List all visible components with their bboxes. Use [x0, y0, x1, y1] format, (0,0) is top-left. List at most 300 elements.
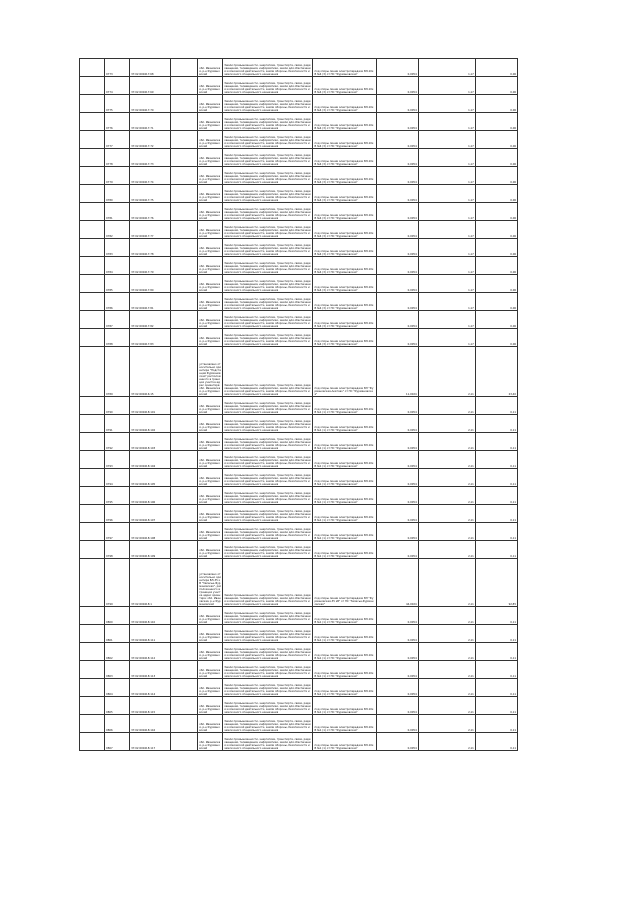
cell-permitted-use: под опоры линии электропередачи ВЛ-10кВ №4 (3) от ПС "Фурмановская" — [313, 95, 376, 113]
cell-amount: 0,06 — [475, 221, 517, 239]
cell-area: 0,0054 — [376, 77, 418, 95]
cell-blank — [171, 221, 198, 239]
cell-permitted-use: под опоры линии электропередачи ВЛ-10кВ №4 (3) от ПС "Фурмановская" — [313, 77, 376, 95]
cell-blank — [171, 275, 198, 293]
cell-blank — [80, 607, 105, 625]
cell-permitted-use: под опоры линии электропередачи ВЛ-10кВ №4 (3) от ПС "Фурмановская" — [313, 59, 376, 77]
cell-cadastral-number: 37:02:000416:15 — [130, 347, 171, 397]
cell-amount: 0,06 — [475, 311, 517, 329]
cell-blank — [80, 487, 105, 505]
cell-area: 0,0054 — [376, 451, 418, 469]
table-row — [80, 661, 518, 679]
cell-rate: 2,11 — [418, 661, 475, 679]
cell-permitted-use: под опоры линии электропередачи ВЛ-10кВ №4 (3) от ПС "Фурмановская" — [313, 275, 376, 293]
cell-area: 0,0054 — [376, 397, 418, 415]
cell-rate: 2,11 — [418, 347, 475, 397]
cell-blank — [80, 167, 105, 185]
cell-address: обл. Ивановская, р-н Фурмановский — [198, 239, 223, 257]
cell-rate: 1,17 — [418, 185, 475, 203]
table-row — [80, 275, 518, 293]
cell-permitted-use: под опоры линии электропередачи ВЛ-10кВ №1 (1) от ПС "Фурмановская" — [313, 733, 376, 751]
cell-row-number: 9783 — [105, 239, 130, 257]
cell-land-category: Земли промышленности, энергетики, транспорта, связи, радиовещания, телевидения, информатики, земли для обеспечения космической деятельности, земли обороны, безопасности и земли иного специального назначения — [223, 239, 313, 257]
cell-permitted-use: под опоры линии электропередачи ВЛ-10кВ №1 (1) от ПС "Фурмановская" — [313, 469, 376, 487]
cell-permitted-use: под опоры линии электропередачи ВЛ-10кВ №1 (1) от ПС "Фурмановская" — [313, 607, 376, 625]
table-row — [80, 59, 518, 77]
cell-land-category: Земли промышленности, энергетики, транспорта, связи, радиовещания, телевидения, информатики, земли для обеспечения космической деятельности, земли обороны, безопасности и земли иного специального назначения — [223, 697, 313, 715]
cell-row-number: 9791 — [105, 415, 130, 433]
cell-area: 0,0054 — [376, 679, 418, 697]
cell-land-category: Земли промышленности, энергетики, транспорта, связи, радиовещания, телевидения, информатики, земли для обеспечения космической деятельности, земли обороны, безопасности и земли иного специального назначения — [223, 131, 313, 149]
cell-amount: 0,11 — [475, 541, 517, 559]
cell-land-category: Земли промышленности, энергетики, транспорта, связи, радиовещания, телевидения, информатики, земли для обеспечения космической деятельности, земли обороны, безопасности и земли иного специального назначения — [223, 59, 313, 77]
cell-rate: 1,17 — [418, 257, 475, 275]
cell-amount: 0,11 — [475, 433, 517, 451]
cell-amount: 0,06 — [475, 203, 517, 221]
cell-area: 0,0054 — [376, 239, 418, 257]
cell-cadastral-number: 37:02:000418:105 — [130, 469, 171, 487]
cell-row-number: 9782 — [105, 221, 130, 239]
cell-blank — [171, 203, 198, 221]
cell-permitted-use: под опоры линии электропередачи ВЛ-10кВ №1 (1) от ПС "Фурмановская" — [313, 541, 376, 559]
cell-blank — [171, 643, 198, 661]
cell-land-category: Земли промышленности, энергетики, транспорта, связи, радиовещания, телевидения, информатики, земли для обеспечения космической деятельности, земли обороны, безопасности и земли иного специального назначения — [223, 715, 313, 733]
cell-cadastral-number: 37:02:000418:117 — [130, 733, 171, 751]
table-row — [80, 607, 518, 625]
cell-address: обл. Ивановская, р-н Фурмановский — [198, 59, 223, 77]
cell-address: обл. Ивановская, р-н Фурмановский — [198, 275, 223, 293]
cell-cadastral-number: 37:02:000417:82 — [130, 311, 171, 329]
cell-amount: 0,11 — [475, 415, 517, 433]
cell-permitted-use: под опоры линии электропередачи ВЛ-10кВ №1 (1) от ПС "Фурмановская" — [313, 661, 376, 679]
cell-row-number: 9777 — [105, 131, 130, 149]
cell-row-number: 9778 — [105, 149, 130, 167]
cell-address: обл. Ивановская, р-н Фурмановский — [198, 523, 223, 541]
cell-blank — [80, 625, 105, 643]
cell-blank — [80, 347, 105, 397]
cell-address: обл. Ивановская, р-н Фурмановский — [198, 293, 223, 311]
cell-land-category: Земли промышленности, энергетики, транспорта, связи, радиовещания, телевидения, информатики, земли для обеспечения космической деятельности, земли обороны, безопасности и земли иного специального назначения — [223, 661, 313, 679]
cell-cadastral-number: 37:02:000418:116 — [130, 715, 171, 733]
cell-amount: 0,11 — [475, 469, 517, 487]
cell-row-number: 9786 — [105, 293, 130, 311]
cell-rate: 2,11 — [418, 643, 475, 661]
cell-rate: 2,11 — [418, 733, 475, 751]
cell-rate: 1,17 — [418, 293, 475, 311]
cell-rate: 2,11 — [418, 415, 475, 433]
cell-amount: 0,11 — [475, 661, 517, 679]
cell-cadastral-number: 37:02:000417:70 — [130, 95, 171, 113]
cell-area: 0,0054 — [376, 487, 418, 505]
cell-area: 0,0054 — [376, 203, 418, 221]
cell-address: обл. Ивановская, р-н Фурмановский — [198, 697, 223, 715]
cell-cadastral-number: 37:02:000418:114 — [130, 679, 171, 697]
cell-amount: 0,11 — [475, 697, 517, 715]
table-row — [80, 469, 518, 487]
cell-land-category: Земли промышленности, энергетики, транспорта, связи, радиовещания, телевидения, информатики, земли для обеспечения космической деятельности, земли обороны, безопасности и земли иного специального назначения — [223, 487, 313, 505]
cell-blank — [171, 131, 198, 149]
cell-amount: 0,06 — [475, 239, 517, 257]
cell-blank — [80, 679, 105, 697]
land-plots-table — [79, 58, 518, 751]
cell-blank — [171, 239, 198, 257]
cell-permitted-use: под опоры линии электропередачи ВЛ-10кВ №4 (3) от ПС "Фурмановская" — [313, 203, 376, 221]
cell-row-number: 9803 — [105, 661, 130, 679]
cell-rate: 1,17 — [418, 275, 475, 293]
cell-row-number: 9787 — [105, 311, 130, 329]
cell-area: 0,0054 — [376, 275, 418, 293]
cell-permitted-use: под опоры линии электропередачи ВЛ-10кВ №1 (1) от ПС "Фурмановская" — [313, 451, 376, 469]
cell-blank — [171, 487, 198, 505]
table-body — [80, 59, 518, 751]
cell-cadastral-number: 37:02:000417:71 — [130, 113, 171, 131]
table-row — [80, 167, 518, 185]
cell-address: обл. Ивановская, р-н Фурмановский — [198, 131, 223, 149]
cell-rate: 2,11 — [418, 523, 475, 541]
cell-blank — [80, 559, 105, 607]
cell-amount: 0,11 — [475, 487, 517, 505]
cell-land-category: Земли промышленности, энергетики, транспорта, связи, радиовещания, телевидения, информатики, земли для обеспечения космической деятельности, земли обороны, безопасности и земли иного специального назначения — [223, 149, 313, 167]
cell-cadastral-number: 37:02:000417:79 — [130, 257, 171, 275]
cell-row-number: 9793 — [105, 451, 130, 469]
cell-address: обл. Ивановская, р-н Фурмановский — [198, 149, 223, 167]
cell-land-category: Земли промышленности, энергетики, транспорта, связи, радиовещания, телевидения, информатики, земли для обеспечения космической деятельности, земли обороны, безопасности и земли иного специального назначения — [223, 679, 313, 697]
cell-rate: 2,11 — [418, 541, 475, 559]
cell-blank — [80, 697, 105, 715]
table-row — [80, 415, 518, 433]
cell-blank — [171, 625, 198, 643]
cell-address: обл. Ивановская, р-н Фурмановский — [198, 203, 223, 221]
cell-permitted-use: под опоры линии электропередачи ВЛ-10кВ №4 (3) от ПС "Фурмановская" — [313, 185, 376, 203]
cell-rate: 1,17 — [418, 95, 475, 113]
cell-cadastral-number: 37:02:000418:107 — [130, 505, 171, 523]
cell-area: 0,0054 — [376, 311, 418, 329]
cell-amount: 0,11 — [475, 679, 517, 697]
cell-row-number: 9784 — [105, 257, 130, 275]
cell-address: обл. Ивановская, р-н Фурмановский — [198, 95, 223, 113]
cell-blank — [80, 505, 105, 523]
cell-blank — [171, 185, 198, 203]
cell-permitted-use: под опоры линии электропередачи ВЛ-10кВ №4 (3) от ПС "Фурмановская" — [313, 293, 376, 311]
cell-address: обл. Ивановская, р-н Фурмановский — [198, 185, 223, 203]
cell-amount: 0,06 — [475, 167, 517, 185]
cell-blank — [80, 203, 105, 221]
cell-permitted-use: под опоры линии электропередачи ВЛ-10кВ №4 (3) от ПС "Фурмановская" — [313, 113, 376, 131]
cell-address: обл. Ивановская, р-н Фурмановский — [198, 257, 223, 275]
cell-cadastral-number: 37:02:000417:80 — [130, 275, 171, 293]
cell-blank — [80, 469, 105, 487]
cell-land-category: Земли промышленности, энергетики, транспорта, связи, радиовещания, телевидения, информатики, земли для обеспечения космической деятельности, земли обороны, безопасности и земли иного специального назначения — [223, 433, 313, 451]
cell-rate: 2,11 — [418, 505, 475, 523]
cell-amount: 0,06 — [475, 329, 517, 347]
cell-rate: 2,11 — [418, 715, 475, 733]
cell-permitted-use: под опоры линии электропередачи ВЛ-10кВ №4 (3) от ПС "Фурмановская" — [313, 311, 376, 329]
table-row — [80, 95, 518, 113]
cell-cadastral-number: 37:02:000417:78 — [130, 239, 171, 257]
cell-area: 0,0054 — [376, 643, 418, 661]
cell-rate: 2,11 — [418, 679, 475, 697]
cell-blank — [171, 469, 198, 487]
cell-row-number: 9807 — [105, 733, 130, 751]
cell-rate: 2,11 — [418, 433, 475, 451]
cell-cadastral-number: 37:02:000417:76 — [130, 203, 171, 221]
table-row — [80, 559, 518, 607]
cell-land-category: Земли промышленности, энергетики, транспорта, связи, радиовещания, телевидения, информатики, земли для обеспечения космической деятельности, земли обороны, безопасности и земли иного специального назначения — [223, 221, 313, 239]
cell-blank — [171, 697, 198, 715]
table-row — [80, 203, 518, 221]
table-row — [80, 487, 518, 505]
cell-row-number: 9792 — [105, 433, 130, 451]
table-row — [80, 131, 518, 149]
cell-permitted-use: под опоры линии электропередачи ВЛ-10кВ №4 (3) от ПС "Фурмановская" — [313, 131, 376, 149]
cell-cadastral-number: 37:02:000418:110 — [130, 607, 171, 625]
cell-address: обл. Ивановская, р-н Фурмановский — [198, 607, 223, 625]
table-row — [80, 185, 518, 203]
table-row — [80, 77, 518, 95]
cell-cadastral-number: 37:02:000417:72 — [130, 131, 171, 149]
cell-area: 0,0054 — [376, 469, 418, 487]
cell-land-category: Земли промышленности, энергетики, транспорта, связи, радиовещания, телевидения, информатики, земли для обеспечения космической деятельности, земли обороны, безопасности и земли иного специального назначения — [223, 397, 313, 415]
table-row — [80, 679, 518, 697]
cell-rate: 1,17 — [418, 329, 475, 347]
cell-rate: 1,17 — [418, 311, 475, 329]
cell-blank — [80, 239, 105, 257]
cell-land-category: Земли промышленности, энергетики, транспорта, связи, радиовещания, телевидения, информатики, земли для обеспечения космической деятельности, земли обороны, безопасности и земли иного специального назначения — [223, 733, 313, 751]
cell-row-number: 9774 — [105, 77, 130, 95]
cell-blank — [80, 311, 105, 329]
cell-permitted-use: под опоры линии электропередачи ВЛ-10кВ №1 (1) от ПС "Фурмановская" — [313, 433, 376, 451]
cell-rate: 2,11 — [418, 451, 475, 469]
cell-area: 0,0054 — [376, 95, 418, 113]
cell-permitted-use: под опоры линии электропередачи ВЛ-10кВ №1 (1) от ПС "Фурмановская" — [313, 643, 376, 661]
cell-rate: 1,17 — [418, 203, 475, 221]
cell-address: обл. Ивановская, р-н Фурмановский — [198, 113, 223, 131]
cell-land-category: Земли промышленности, энергетики, транспорта, связи, радиовещания, телевидения, информатики, земли для обеспечения космической деятельности, земли обороны, безопасности и земли иного специального назначения — [223, 469, 313, 487]
cell-land-category: Земли промышленности, энергетики, транспорта, связи, радиовещания, телевидения, информатики, земли для обеспечения космической деятельности, земли обороны, безопасности и земли иного специального назначения — [223, 643, 313, 661]
table-row — [80, 311, 518, 329]
cell-permitted-use: под опоры линии электропередачи ВЛ-10кВ №4 (3) от ПС "Фурмановская" — [313, 257, 376, 275]
cell-row-number: 9802 — [105, 643, 130, 661]
cell-row-number: 9805 — [105, 697, 130, 715]
cell-blank — [80, 113, 105, 131]
table-row — [80, 541, 518, 559]
cell-amount: 0,06 — [475, 77, 517, 95]
cell-amount: 0,06 — [475, 113, 517, 131]
cell-permitted-use: под опоры линии электропередачи ВЛ-10кВ №1 (1) от ПС "Фурмановская" — [313, 415, 376, 433]
cell-address: обл. Ивановская, р-н Фурмановский — [198, 487, 223, 505]
cell-cadastral-number: 37:02:000417:74 — [130, 167, 171, 185]
cell-address: обл. Ивановская, р-н Фурмановский — [198, 505, 223, 523]
cell-amount: 0,06 — [475, 257, 517, 275]
cell-land-category: Земли промышленности, энергетики, транспорта, связи, радиовещания, телевидения, информатики, земли для обеспечения космической деятельности, земли обороны, безопасности и земли иного специального назначения — [223, 275, 313, 293]
cell-area: 0,0054 — [376, 257, 418, 275]
cell-permitted-use: под опоры линии электропередачи ВЛ-10кВ №1 (1) от ПС "Фурмановская" — [313, 505, 376, 523]
cell-amount: 0,11 — [475, 733, 517, 751]
cell-cadastral-number: 37:02:000418:101 — [130, 397, 171, 415]
cell-rate: 2,11 — [418, 559, 475, 607]
cell-area: 0,0054 — [376, 733, 418, 751]
cell-amount: 0,11 — [475, 607, 517, 625]
cell-land-category: Земли промышленности, энергетики, транспорта, связи, радиовещания, телевидения, информатики, земли для обеспечения космической деятельности, земли обороны, безопасности и земли иного специального назначения — [223, 311, 313, 329]
cell-row-number: 9801 — [105, 625, 130, 643]
cell-land-category: Земли промышленности, энергетики, транспорта, связи, радиовещания, телевидения, информатики, земли для обеспечения космической деятельности, земли обороны, безопасности и земли иного специального назначения — [223, 203, 313, 221]
table-row — [80, 643, 518, 661]
cell-area: 11,0024 — [376, 347, 418, 397]
cell-cadastral-number: 37:02:000417:73 — [130, 149, 171, 167]
cell-row-number: 9804 — [105, 679, 130, 697]
cell-amount: 92,85 — [475, 559, 517, 607]
cell-permitted-use: под опоры линии электропередачи ВЛ "Фурмановская-Акатово" от ПС "Фурмановская" — [313, 347, 376, 397]
cell-cadastral-number: 37:02:000417:69 — [130, 77, 171, 95]
table-row — [80, 397, 518, 415]
cell-row-number: 9789 — [105, 347, 130, 397]
cell-rate: 2,11 — [418, 397, 475, 415]
cell-address: обл. Ивановская, р-н Фурмановский — [198, 415, 223, 433]
cell-address: обл. Ивановская, р-н Фурмановский — [198, 625, 223, 643]
cell-blank — [171, 715, 198, 733]
cell-amount: 0,11 — [475, 451, 517, 469]
cell-rate: 1,17 — [418, 239, 475, 257]
cell-cadastral-number: 37:02:000418:111 — [130, 625, 171, 643]
cell-blank — [80, 661, 105, 679]
cell-rate: 1,17 — [418, 77, 475, 95]
cell-land-category: Земли промышленности, энергетики, транспорта, связи, радиовещания, телевидения, информатики, земли для обеспечения космической деятельности, земли обороны, безопасности и земли иного специального назначения — [223, 347, 313, 397]
cell-address: обл. Ивановская, р-н Фурмановский — [198, 311, 223, 329]
cell-land-category: Земли промышленности, энергетики, транспорта, связи, радиовещания, телевидения, информатики, земли для обеспечения космической деятельности, земли обороны, безопасности и земли иного специального назначения — [223, 95, 313, 113]
cell-area: 0,0054 — [376, 505, 418, 523]
cell-area: 44,0024 — [376, 559, 418, 607]
cell-land-category: Земли промышленности, энергетики, транспорта, связи, радиовещания, телевидения, информатики, земли для обеспечения космической деятельности, земли обороны, безопасности и земли иного специального назначения — [223, 293, 313, 311]
cell-area: 0,0054 — [376, 293, 418, 311]
table-row — [80, 625, 518, 643]
cell-blank — [80, 715, 105, 733]
cell-rate: 2,11 — [418, 625, 475, 643]
cell-permitted-use: под опоры линии электропередачи ВЛ "Фурмановская-35 кВ" от ПС "Залесье-Фурмановская" — [313, 559, 376, 607]
cell-land-category: Земли промышленности, энергетики, транспорта, связи, радиовещания, телевидения, информатики, земли для обеспечения космической деятельности, земли обороны, безопасности и земли иного специального назначения — [223, 559, 313, 607]
cell-rate: 1,17 — [418, 113, 475, 131]
cell-permitted-use: под опоры линии электропередачи ВЛ-10кВ №1 (1) от ПС "Фурмановская" — [313, 523, 376, 541]
cell-address: установлено относительно ориентира "Подстанция Фурмановская" расположенного в границах участка адрес ориентира: обл. Ивановская, р-н Фурмановский — [198, 347, 223, 397]
cell-address: обл. Ивановская, р-н Фурмановский — [198, 77, 223, 95]
cell-blank — [80, 643, 105, 661]
cell-blank — [171, 113, 198, 131]
cell-blank — [171, 397, 198, 415]
cell-cadastral-number: 37:02:000417:77 — [130, 221, 171, 239]
cell-blank — [80, 59, 105, 77]
cell-blank — [171, 505, 198, 523]
cell-permitted-use: под опоры линии электропередачи ВЛ-10кВ №4 (3) от ПС "Фурмановская" — [313, 221, 376, 239]
cell-land-category: Земли промышленности, энергетики, транспорта, связи, радиовещания, телевидения, информатики, земли для обеспечения космической деятельности, земли обороны, безопасности и земли иного специального назначения — [223, 541, 313, 559]
cell-area: 0,0054 — [376, 661, 418, 679]
table-row — [80, 149, 518, 167]
cell-area: 0,0054 — [376, 625, 418, 643]
cell-blank — [171, 347, 198, 397]
cell-address: обл. Ивановская, р-н Фурмановский — [198, 469, 223, 487]
cell-land-category: Земли промышленности, энергетики, транспорта, связи, радиовещания, телевидения, информатики, земли для обеспечения космической деятельности, земли обороны, безопасности и земли иного специального назначения — [223, 523, 313, 541]
cell-area: 0,0054 — [376, 149, 418, 167]
table-row — [80, 293, 518, 311]
cell-amount: 0,06 — [475, 95, 517, 113]
cell-rate: 1,17 — [418, 167, 475, 185]
cell-amount: 0,06 — [475, 149, 517, 167]
cell-permitted-use: под опоры линии электропередачи ВЛ-10кВ №4 (3) от ПС "Фурмановская" — [313, 239, 376, 257]
cell-blank — [80, 221, 105, 239]
cell-cadastral-number: 37:02:000418:109 — [130, 541, 171, 559]
cell-row-number: 9794 — [105, 469, 130, 487]
cell-permitted-use: под опоры линии электропередачи ВЛ-10кВ №1 (1) от ПС "Фурмановская" — [313, 397, 376, 415]
cell-blank — [80, 415, 105, 433]
cell-blank — [171, 257, 198, 275]
cell-area: 0,0054 — [376, 329, 418, 347]
cell-row-number: 9785 — [105, 275, 130, 293]
table-row — [80, 505, 518, 523]
cell-row-number: 9796 — [105, 505, 130, 523]
cell-land-category: Земли промышленности, энергетики, транспорта, связи, радиовещания, телевидения, информатики, земли для обеспечения космической деятельности, земли обороны, безопасности и земли иного специального назначения — [223, 77, 313, 95]
cell-amount: 23,40 — [475, 347, 517, 397]
cell-blank — [171, 607, 198, 625]
cell-blank — [80, 95, 105, 113]
cell-blank — [171, 679, 198, 697]
cell-area: 0,0054 — [376, 185, 418, 203]
table-row — [80, 451, 518, 469]
cell-area: 0,0054 — [376, 221, 418, 239]
cell-cadastral-number: 37:02:000418:103 — [130, 433, 171, 451]
cell-area: 0,0054 — [376, 131, 418, 149]
cell-blank — [171, 733, 198, 751]
cell-address: обл. Ивановская, р-н Фурмановский — [198, 433, 223, 451]
cell-blank — [171, 311, 198, 329]
cell-address: обл. Ивановская, р-н Фурмановский — [198, 715, 223, 733]
cell-amount: 0,06 — [475, 185, 517, 203]
cell-area: 0,0054 — [376, 433, 418, 451]
cell-blank — [80, 433, 105, 451]
cell-area: 0,0054 — [376, 167, 418, 185]
cell-amount: 0,11 — [475, 625, 517, 643]
cell-address: обл. Ивановская, р-н Фурмановский — [198, 643, 223, 661]
cell-cadastral-number: 37:02:000418:112 — [130, 643, 171, 661]
cell-cadastral-number: 37:02:000417:75 — [130, 185, 171, 203]
table-row — [80, 715, 518, 733]
cell-blank — [171, 59, 198, 77]
table-row — [80, 523, 518, 541]
cell-permitted-use: под опоры линии электропередачи ВЛ-10кВ №1 (1) от ПС "Фурмановская" — [313, 697, 376, 715]
cell-land-category: Земли промышленности, энергетики, транспорта, связи, радиовещания, телевидения, информатики, земли для обеспечения космической деятельности, земли обороны, безопасности и земли иного специального назначения — [223, 607, 313, 625]
cell-area: 0,0054 — [376, 541, 418, 559]
cell-land-category: Земли промышленности, энергетики, транспорта, связи, радиовещания, телевидения, информатики, земли для обеспечения космической деятельности, земли обороны, безопасности и земли иного специального назначения — [223, 505, 313, 523]
cell-permitted-use: под опоры линии электропередачи ВЛ-10кВ №4 (3) от ПС "Фурмановская" — [313, 149, 376, 167]
cell-address: обл. Ивановская, р-н Фурмановский — [198, 397, 223, 415]
cell-cadastral-number: 37:02:000417:68 — [130, 59, 171, 77]
cell-blank — [171, 541, 198, 559]
cell-amount: 0,06 — [475, 275, 517, 293]
cell-blank — [80, 131, 105, 149]
cell-blank — [171, 167, 198, 185]
cell-land-category: Земли промышленности, энергетики, транспорта, связи, радиовещания, телевидения, информатики, земли для обеспечения космической деятельности, земли обороны, безопасности и земли иного специального назначения — [223, 451, 313, 469]
cell-address: обл. Ивановская, р-н Фурмановский — [198, 541, 223, 559]
cell-rate: 1,17 — [418, 131, 475, 149]
cell-blank — [80, 397, 105, 415]
table-row — [80, 221, 518, 239]
cell-rate: 2,11 — [418, 487, 475, 505]
cell-rate: 2,11 — [418, 469, 475, 487]
cell-blank — [171, 149, 198, 167]
cell-address: установлено относительно ориентира ВЛ-35 кВ "Залесье-Фурмановская", расположенного в границах участка адрес ориентира: обл. Ивановская, р-н Фурмановский — [198, 559, 223, 607]
table-row — [80, 239, 518, 257]
cell-amount: 0,11 — [475, 523, 517, 541]
cell-address: обл. Ивановская, р-н Фурмановский — [198, 733, 223, 751]
cell-land-category: Земли промышленности, энергетики, транспорта, связи, радиовещания, телевидения, информатики, земли для обеспечения космической деятельности, земли обороны, безопасности и земли иного специального назначения — [223, 329, 313, 347]
cell-rate: 1,17 — [418, 221, 475, 239]
